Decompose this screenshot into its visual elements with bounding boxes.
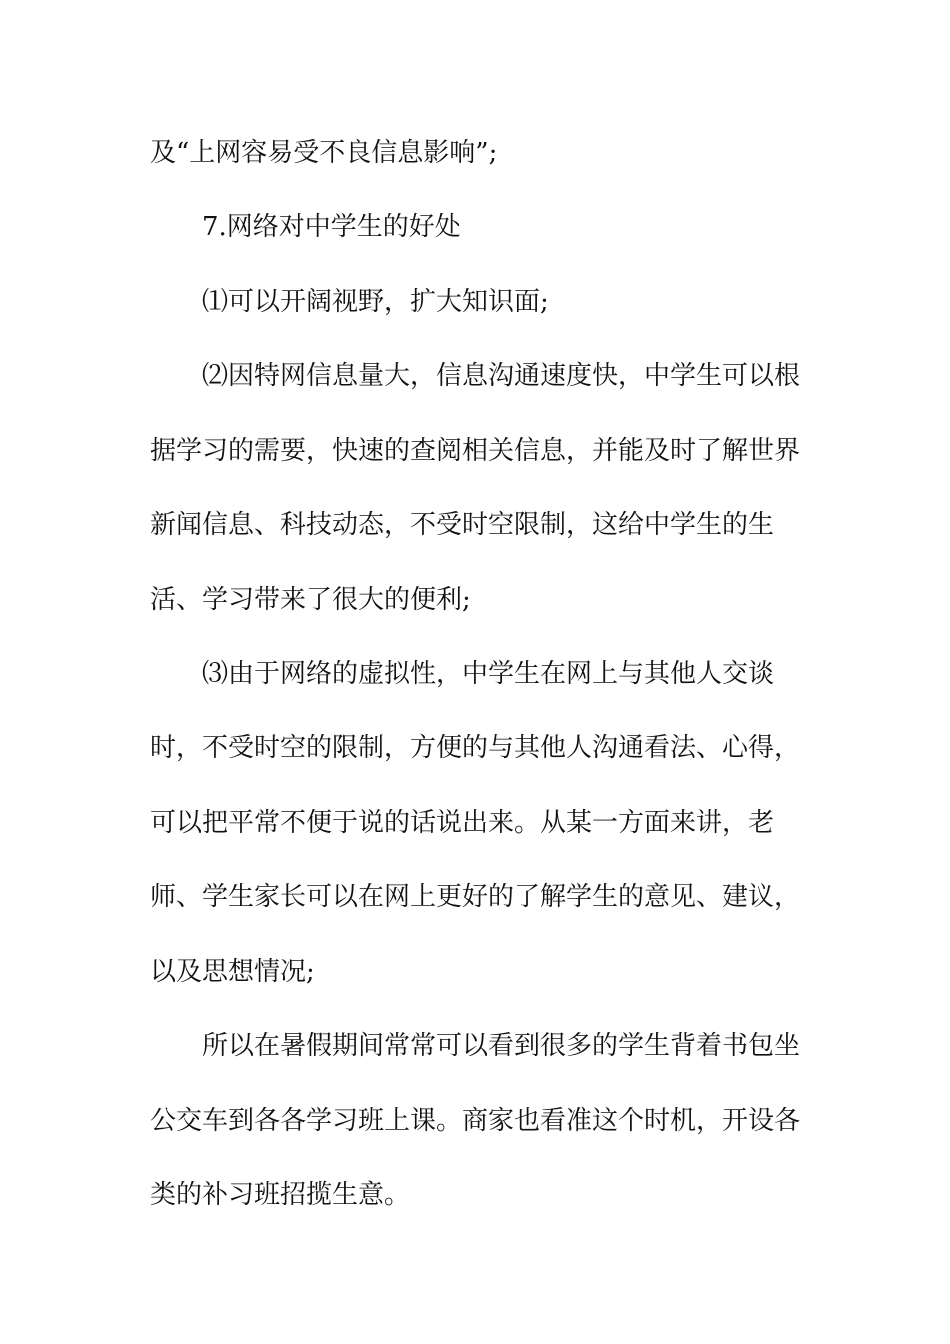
text-line: 活、学习带来了很大的便利; <box>150 585 471 615</box>
list-item: ⑶由于网络的虚拟性，中学生在网上与其他人交谈 <box>202 659 775 689</box>
text-line: 以及思想情况; <box>150 957 315 987</box>
list-item: ⑴可以开阔视野，扩大知识面; <box>202 287 549 317</box>
text-line: 时，不受时空的限制，方便的与其他人沟通看法、心得， <box>150 733 801 763</box>
text-line: 可以把平常不便于说的话说出来。从某一方面来讲，老 <box>150 808 775 838</box>
text-line: 公交车到各各学习班上课。商家也看准这个时机，开设各 <box>150 1106 801 1136</box>
text-line: 及“上网容易受不良信息影响”; <box>150 138 498 168</box>
section-heading: 7.网络对中学生的好处 <box>202 212 461 242</box>
text-line: 据学习的需要，快速的查阅相关信息，并能及时了解世界 <box>150 436 801 466</box>
list-item: ⑵因特网信息量大，信息沟通速度快，中学生可以根 <box>202 361 801 391</box>
text-line: 新闻信息、科技动态，不受时空限制，这给中学生的生 <box>150 510 775 540</box>
text-line: 类的补习班招揽生意。 <box>150 1180 411 1210</box>
paragraph-line: 所以在暑假期间常常可以看到很多的学生背着书包坐 <box>202 1031 801 1061</box>
text-line: 师、学生家长可以在网上更好的了解学生的意见、建议， <box>150 882 801 912</box>
